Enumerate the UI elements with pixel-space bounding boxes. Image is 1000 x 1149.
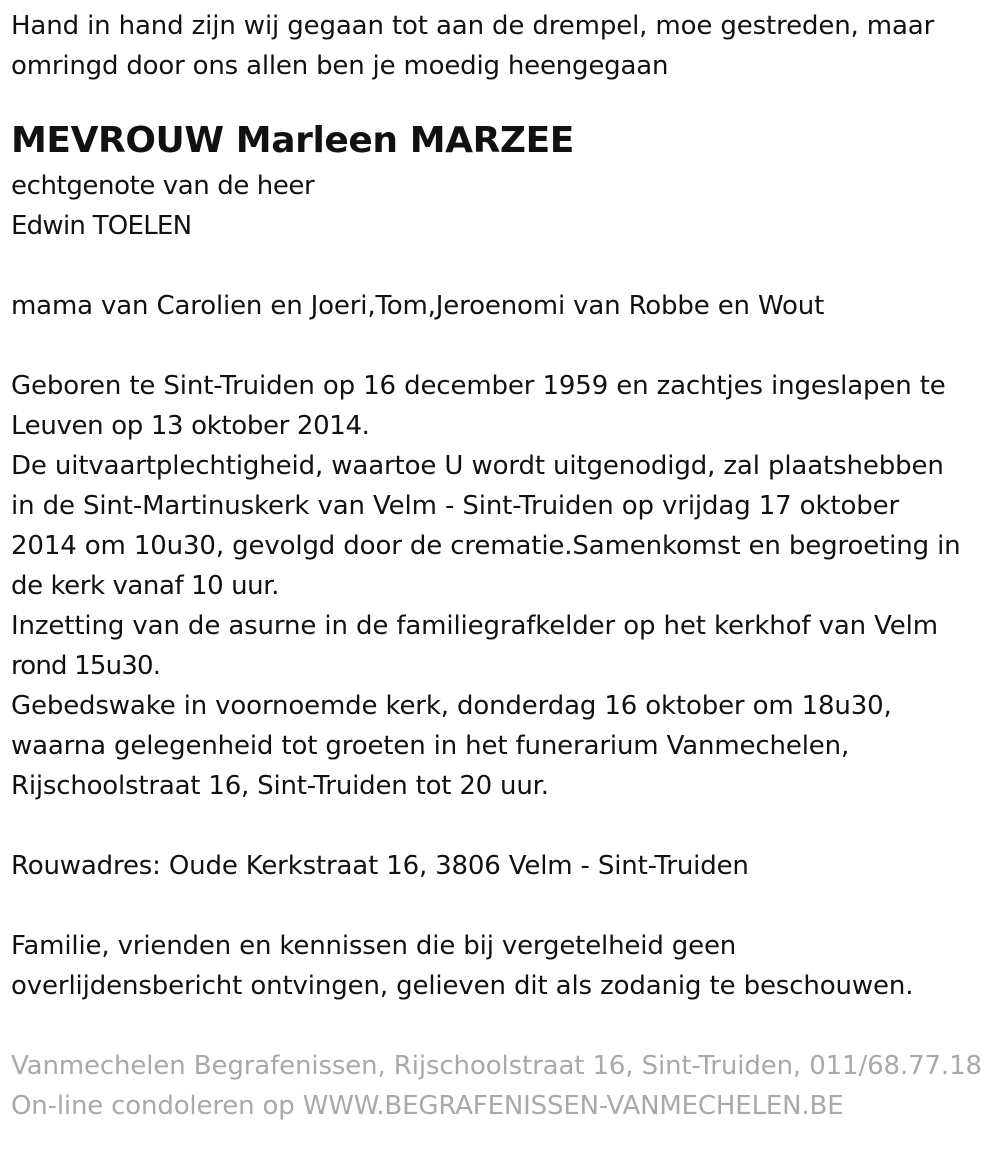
mourning-address: Rouwadres: Oude Kerkstraat 16, 3806 Velm - Sint-Truiden: [11, 851, 749, 881]
spacer: [11, 1006, 1000, 1046]
notice-line: Familie, vrienden en kennissen die bij vergetelheid geen: [11, 931, 737, 961]
footer-funeral-home: Vanmechelen Begrafenissen, Rijschoolstraat 16, Sint-Truiden, 011/68.77.18: [11, 1051, 982, 1081]
footer: [11, 1046, 1000, 1126]
spouse-name: Edwin TOELEN: [11, 211, 192, 241]
motto-line: Hand in hand zijn wij gegaan tot aan de drempel, moe gestreden, maar: [11, 11, 935, 41]
details-line: Inzetting van de asurne in de familiegrafkelder op het kerkhof van Velm: [11, 611, 938, 641]
details-line: Gebedswake in voornoemde kerk, donderdag 16 oktober om 18u30,: [11, 691, 892, 721]
details-line: rond 15u30.: [11, 651, 161, 681]
relation-text: echtgenote van de heer: [11, 171, 315, 201]
details-line: waarna gelegenheid tot groeten in het funerarium Vanmechelen,: [11, 731, 850, 761]
details-line: in de Sint-Martinuskerk van Velm - Sint-Truiden op vrijdag 17 oktober: [11, 491, 900, 521]
notice-block: [11, 926, 1000, 1006]
family-text: mama van Carolien en Joeri,Tom,Jeroenomi van Robbe en Wout: [11, 291, 825, 321]
spacer: [11, 326, 1000, 366]
footer-condolence-link[interactable]: On-line condoleren op WWW.BEGRAFENISSEN-VANMECHELEN.BE: [11, 1091, 844, 1121]
spacer: [11, 246, 1000, 286]
spacer: [11, 886, 1000, 926]
spacer: [11, 806, 1000, 846]
details-line: Rijschoolstraat 16, Sint-Truiden tot 20 uur.: [11, 771, 549, 801]
details-block: [11, 366, 1000, 806]
details-line: de kerk vanaf 10 uur.: [11, 571, 279, 601]
details-line: Leuven op 13 oktober 2014.: [11, 411, 370, 441]
motto-line: omringd door ons allen ben je moedig heengegaan: [11, 51, 669, 81]
details-line: Geboren te Sint-Truiden op 16 december 1959 en zachtjes ingeslapen te: [11, 371, 946, 401]
details-line: 2014 om 10u30, gevolgd door de crematie.Samenkomst en begroeting in: [11, 531, 961, 561]
motto: [11, 6, 1000, 86]
notice-line: overlijdensbericht ontvingen, gelieven dit als zodanig te beschouwen.: [11, 971, 914, 1001]
details-line: De uitvaartplechtigheid, waartoe U wordt uitgenodigd, zal plaatshebben: [11, 451, 944, 481]
deceased-name: MEVROUW Marleen MARZEE: [11, 120, 574, 161]
